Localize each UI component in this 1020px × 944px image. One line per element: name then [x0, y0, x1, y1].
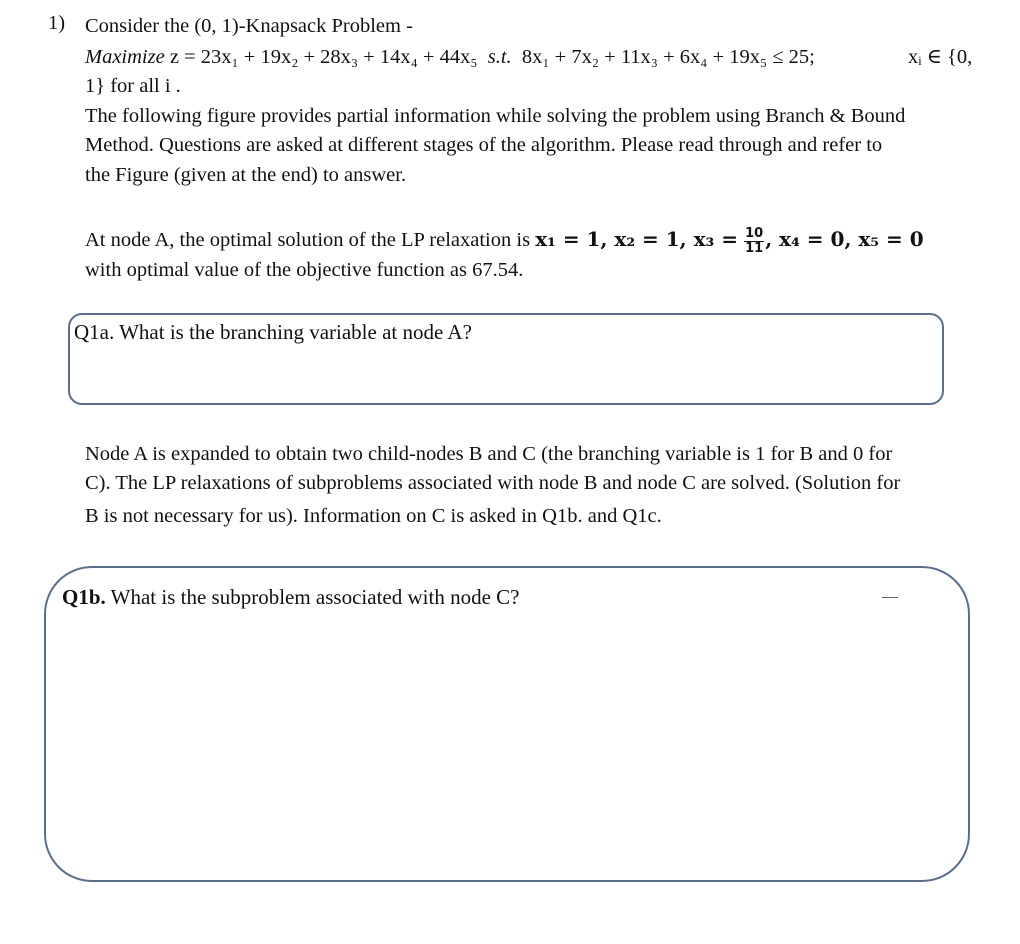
domain-line-1: xᵢ ∈ {0,	[908, 46, 973, 68]
domain-line-2: 1} for all i .	[85, 75, 181, 97]
intro-line-2: Method. Questions are asked at different stages of the algorithm. Please read through and refer to	[85, 134, 883, 156]
question-number: 1)	[48, 12, 66, 34]
intro-line-1: The following figure provides partial information while solving the problem using Branch & Bound	[85, 105, 906, 127]
node-a-solution-part2: , x₄ = 0, x₅ = 0	[765, 227, 924, 251]
fraction-numerator: 10	[745, 225, 764, 241]
q1b-question	[62, 585, 519, 610]
intro-line-3: the Figure (given at the end) to answer.	[85, 164, 407, 186]
constraint-expression: 8x₁ + 7x₂ + 11x₃ + 6x₄ + 19x₅ ≤ 25;	[521, 46, 815, 68]
q1a-question: Q1a. What is the branching variable at node A?	[74, 320, 472, 344]
objective-expression: z = 23x₁ + 19x₂ + 28x₃ + 14x₄ + 44x₅	[169, 46, 478, 68]
node-a-solution-line	[85, 225, 924, 256]
node-a-prefix: At node A, the optimal solution of the LP relaxation is	[85, 229, 531, 251]
expansion-line-3: B is not necessary for us). Information on C is asked in Q1b. and Q1c.	[85, 505, 662, 527]
maximize-keyword: Maximize	[85, 46, 165, 68]
q1b-answer-box[interactable]	[44, 566, 970, 882]
objective-line	[85, 43, 815, 72]
expansion-line-2: C). The LP relaxations of subproblems associated with node B and node C are solved. (Solution for	[85, 472, 901, 494]
q1b-text: What is the subproblem associated with node C?	[110, 585, 520, 609]
stray-mark	[882, 597, 898, 598]
node-a-solution-part1: x₁ = 1, x₂ = 1, x₃ =	[535, 227, 739, 251]
node-a-objective-value: with optimal value of the objective function as 67.54.	[85, 259, 524, 281]
q1b-label: Q1b.	[62, 585, 106, 609]
st-keyword: s.t.	[487, 46, 512, 68]
x3-fraction	[744, 227, 764, 256]
fraction-denominator: 11	[745, 240, 764, 256]
expansion-line-1: Node A is expanded to obtain two child-nodes B and C (the branching variable is 1 for B and 0 for	[85, 443, 893, 465]
question-title: Consider the (0, 1)-Knapsack Problem -	[85, 15, 413, 37]
